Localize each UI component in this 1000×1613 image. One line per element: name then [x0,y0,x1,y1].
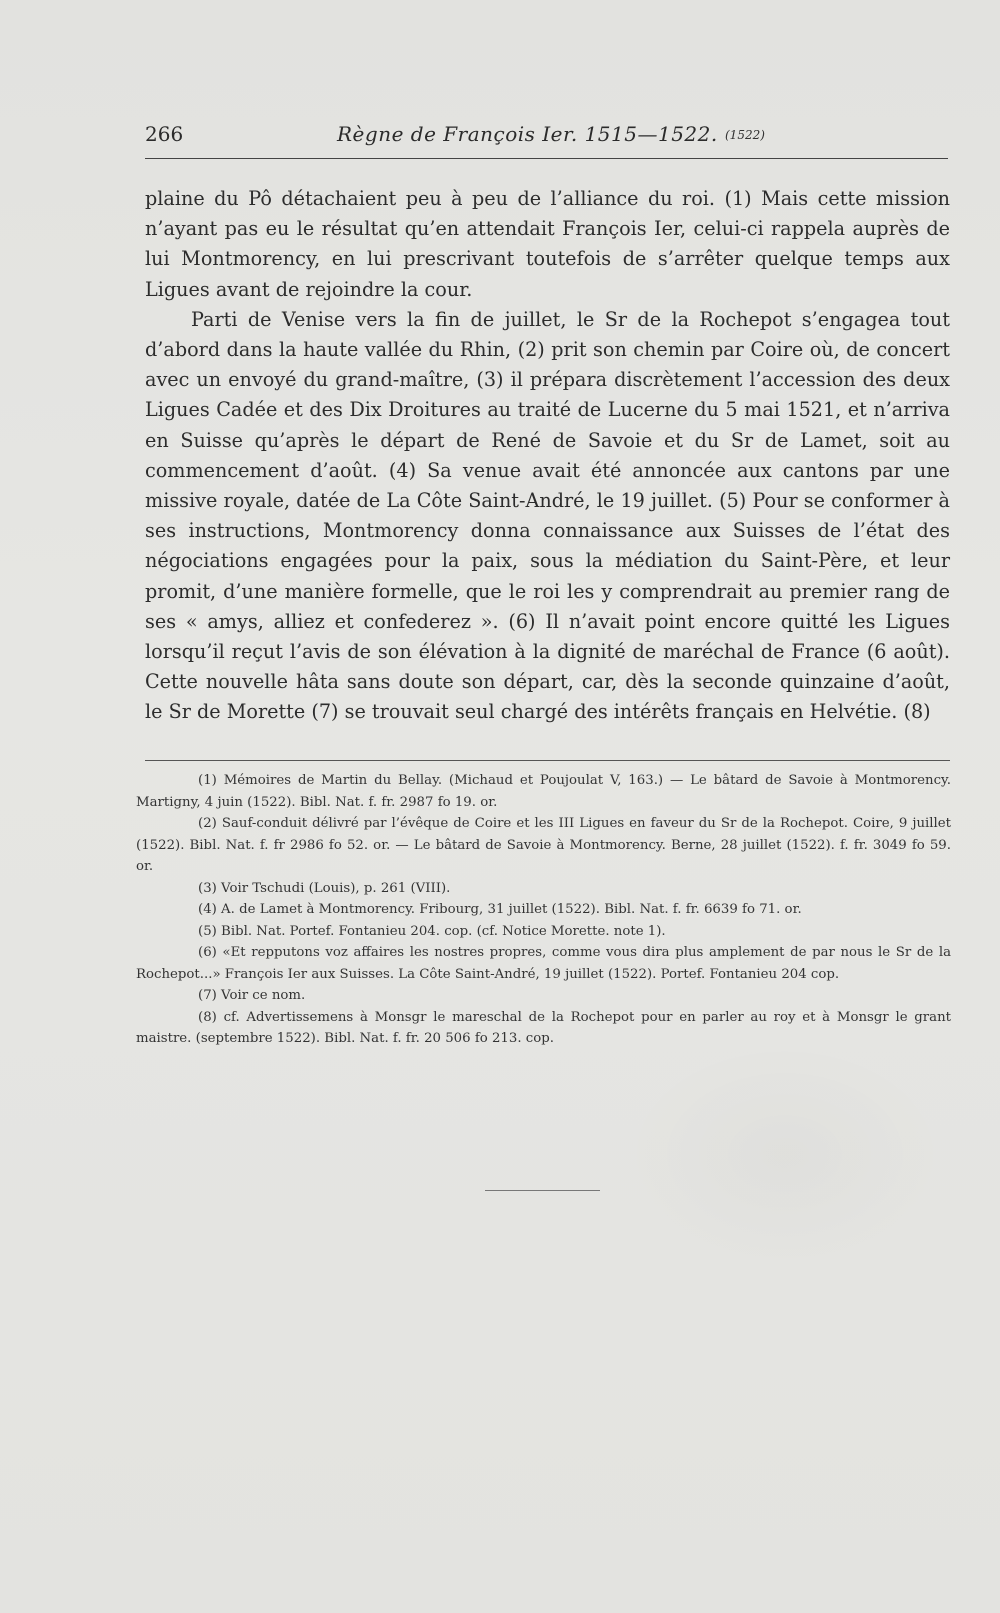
page-number: 266 [145,122,184,146]
main-text [145,184,950,728]
show-through-shadow [620,1040,950,1270]
footnote: (3) Voir Tschudi (Louis), p. 261 (VIII). [198,880,451,896]
running-header [145,118,947,158]
footnote: (5) Bibl. Nat. Portef. Fontanieu 204. cop. (cf. Notice Morette. note 1). [198,923,666,939]
paragraph: Parti de Venise vers la fin de juillet, le Sr de la Rochepot s’engagea tout d’abord dans la haute vallée du Rhin, (2) prit son chemin par Coire où, de concert avec un envoyé du grand-maître, (3) il prépara discrètement l’accession des deux Ligues Cadée et des Dix Droitures au traité de Lucerne du 5 mai 1521, et n’arriva en Suisse qu’après le départ de René de Savoie et du Sr de Lamet, soit au commencement d’août. (4) Sa venue avait été annoncée aux cantons par une missive royale, datée de La Côte Saint-André, le 19 juillet. (5) Pour se conformer à ses instructions, Montmorency donna connaissance aux Suisses de l’état des négociations engagées pour la paix, sous la médiation du Saint-Père, et leur promit, d’une manière formelle, que le roi les y comprendrait au premier rang de ses « amys, alliez et confederez ». (6) Il n’avait point encore quitté les Ligues lorsqu’il reçut l’avis de son élévation à la dignité de maréchal de France (6 août). Cette nouvelle hâta sans doute son départ, car, dès la seconde quinzaine d’août, le Sr de Morette (7) se trouvait seul chargé des intérêts français en Helvétie. (8) [145,307,950,724]
footnote: (1) Mémoires de Martin du Bellay. (Michaud et Poujoulat V, 163.) — Le bâtard de Savoie à Montmorency. Martigny, 4 juin (1522). Bibl. Nat. f. fr. 2987 fo 19. or. [136,773,951,810]
footnote-rule [145,760,950,761]
footnote: (8) cf. Advertissemens à Monsgr le mareschal de la Rochepot pour en parler au roy et à Monsgr le grant maistre. (septembre 1522). Bibl. Nat. f. fr. 20 506 fo 213. cop. [136,1009,951,1046]
header-rule [145,158,948,159]
footnote: (2) Sauf-conduit délivré par l’évêque de Coire et les III Ligues en faveur du Sr de la Rochepot. Coire, 9 juillet (1522). Bibl. Nat. f. fr 2986 fo 52. or. — Le bâtard de Savoie à Montmorency. Berne, 28 juillet (1522). f. fr. 3049 fo 59. or. [136,816,951,874]
end-rule [485,1190,600,1191]
footnote: (4) A. de Lamet à Montmorency. Fribourg, 31 juillet (1522). Bibl. Nat. f. fr. 6639 fo 71. or. [198,902,802,917]
running-year: (1522) [725,128,765,142]
footnote: (7) Voir ce nom. [198,988,306,1003]
footnote: (6) «Et repputons voz affaires les nostres propres, comme vous dira plus amplement de par nous le Sr de la Rochepot...» François Ier aux Suisses. La Côte Saint-André, 19 juillet (1522). Portef. Fontanieu 204 cop. [136,945,951,982]
running-title: Règne de François Ier. 1515—1522. [337,122,718,146]
paragraph: plaine du Pô détachaient peu à peu de l’alliance du roi. (1) Mais cette mission n’ayant pas eu le résultat qu’en attendait François Ier, celui-ci rappela auprès de lui Montmorency, en lui prescrivant toutefois de s’arrêter quelque temps aux Ligues avant de rejoindre la cour. [145,187,950,301]
footnotes [136,770,951,1050]
